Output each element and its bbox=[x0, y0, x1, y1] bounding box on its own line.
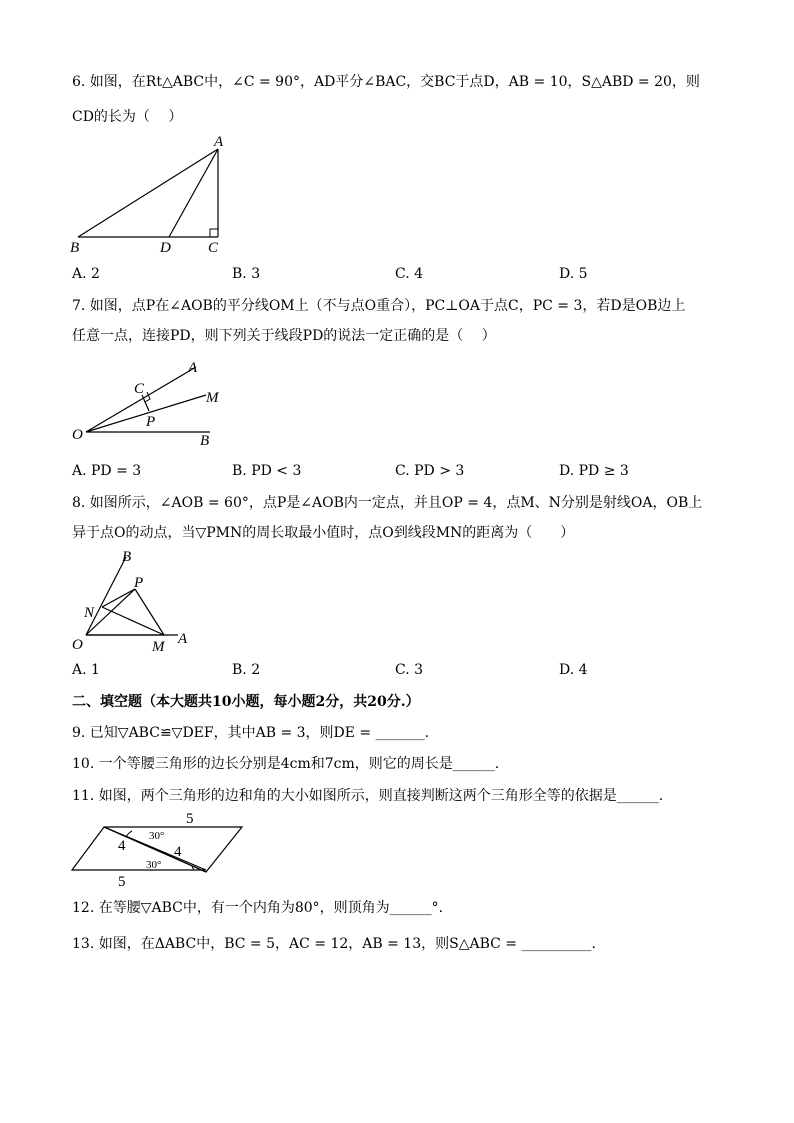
q12-stem: 12. 在等腰▽ABC中，有一个内角为80°，则顶角为______°. bbox=[72, 900, 444, 916]
q7-stem-line1: 7. 如图，点P在∠AOB的平分线OM上（不与点O重合），PC⊥OA于点C，PC = 3，若D是OB边上 bbox=[72, 298, 686, 314]
q6-choices bbox=[72, 264, 732, 284]
q8-choice-b: B. 2 bbox=[232, 662, 261, 678]
q8-label-o: O bbox=[72, 637, 83, 653]
q11-label-angle-top: 30° bbox=[149, 830, 165, 842]
q6-bisector-ad bbox=[169, 149, 218, 237]
q7-choice-c: C. PD > 3 bbox=[395, 463, 465, 479]
q7-label-c: C bbox=[134, 381, 145, 397]
q6-stem-line1: 6. 如图，在Rt△ABC中，∠C = 90°，AD平分∠BAC，交BC于点D，AB = 10，S△ABD = 20，则 bbox=[72, 74, 700, 90]
q11-figure bbox=[60, 806, 250, 891]
q11-label-top-5: 5 bbox=[186, 811, 194, 827]
q7-ray-oa bbox=[86, 367, 196, 432]
q8-choice-d: D. 4 bbox=[559, 662, 588, 678]
section-fill-in-heading: 二、填空题（本大题共10小题，每小题2分，共20分.） bbox=[72, 694, 420, 710]
q6-label-b: B bbox=[70, 240, 80, 256]
q6-side-ab bbox=[78, 149, 218, 237]
q6-figure bbox=[60, 132, 240, 257]
q7-figure bbox=[60, 355, 240, 455]
q11-label-right-4: 4 bbox=[174, 844, 182, 860]
q8-stem-line1: 8. 如图所示，∠AOB = 60°，点P是∠AOB内一定点，并且OP = 4，点M、N分别是射线OA，OB上 bbox=[72, 495, 703, 511]
q6-right-angle-mark bbox=[210, 229, 218, 237]
q7-label-m: M bbox=[206, 390, 219, 406]
q9-stem: 9. 已知▽ABC≌▽DEF，其中AB = 3，则DE = _______. bbox=[72, 725, 430, 741]
q11-label-bottom-5: 5 bbox=[118, 874, 126, 890]
q13-stem: 13. 如图，在ΔABC中，BC = 5，AC = 12，AB = 13，则S△ABC = __________. bbox=[72, 936, 596, 952]
q6-stem-line2: CD的长为（ ） bbox=[72, 109, 183, 125]
q8-choice-c: C. 3 bbox=[395, 662, 424, 678]
q6-choice-d: D. 5 bbox=[559, 266, 588, 282]
q7-stem-line2: 任意一点，连接PD，则下列关于线段PD的说法一定正确的是（ ） bbox=[72, 328, 496, 344]
q11-label-angle-bottom: 30° bbox=[146, 859, 162, 871]
q7-choice-a: A. PD = 3 bbox=[72, 463, 142, 479]
q11-stem: 11. 如图，两个三角形的边和角的大小如图所示，则直接判断这两个三角形全等的依据是______. bbox=[72, 788, 664, 804]
q6-choice-c: C. 4 bbox=[395, 266, 424, 282]
q6-choice-a: A. 2 bbox=[72, 266, 100, 282]
q7-label-b: B bbox=[200, 433, 210, 449]
q6-label-c: C bbox=[208, 240, 219, 256]
q8-choices bbox=[72, 660, 732, 680]
q11-angle-mark-top bbox=[126, 831, 132, 837]
q6-label-d: D bbox=[160, 240, 171, 256]
q8-ray-ob bbox=[86, 557, 126, 635]
q7-label-p: P bbox=[146, 414, 156, 430]
q8-label-b: B bbox=[122, 549, 132, 565]
q11-label-left-4: 4 bbox=[118, 838, 126, 854]
q6-label-a: A bbox=[214, 134, 224, 150]
q6-choice-b: B. 3 bbox=[232, 266, 261, 282]
q8-choice-a: A. 1 bbox=[72, 662, 100, 678]
q7-choices bbox=[72, 461, 732, 481]
q10-stem: 10. 一个等腰三角形的边长分别是4cm和7cm，则它的周长是______. bbox=[72, 756, 500, 772]
q7-label-o: O bbox=[72, 427, 83, 443]
q8-label-a: A bbox=[178, 631, 188, 647]
q7-label-a: A bbox=[188, 360, 198, 376]
q8-label-n: N bbox=[84, 605, 95, 621]
q8-label-m: M bbox=[152, 639, 165, 655]
q7-choice-b: B. PD < 3 bbox=[232, 463, 302, 479]
q7-choice-d: D. PD ≥ 3 bbox=[559, 463, 629, 479]
q8-label-p: P bbox=[134, 575, 144, 591]
q8-figure bbox=[60, 545, 210, 657]
q8-stem-line2: 异于点O的动点，当▽PMN的周长取最小值时，点O到线段MN的距离为（ ） bbox=[72, 525, 575, 541]
